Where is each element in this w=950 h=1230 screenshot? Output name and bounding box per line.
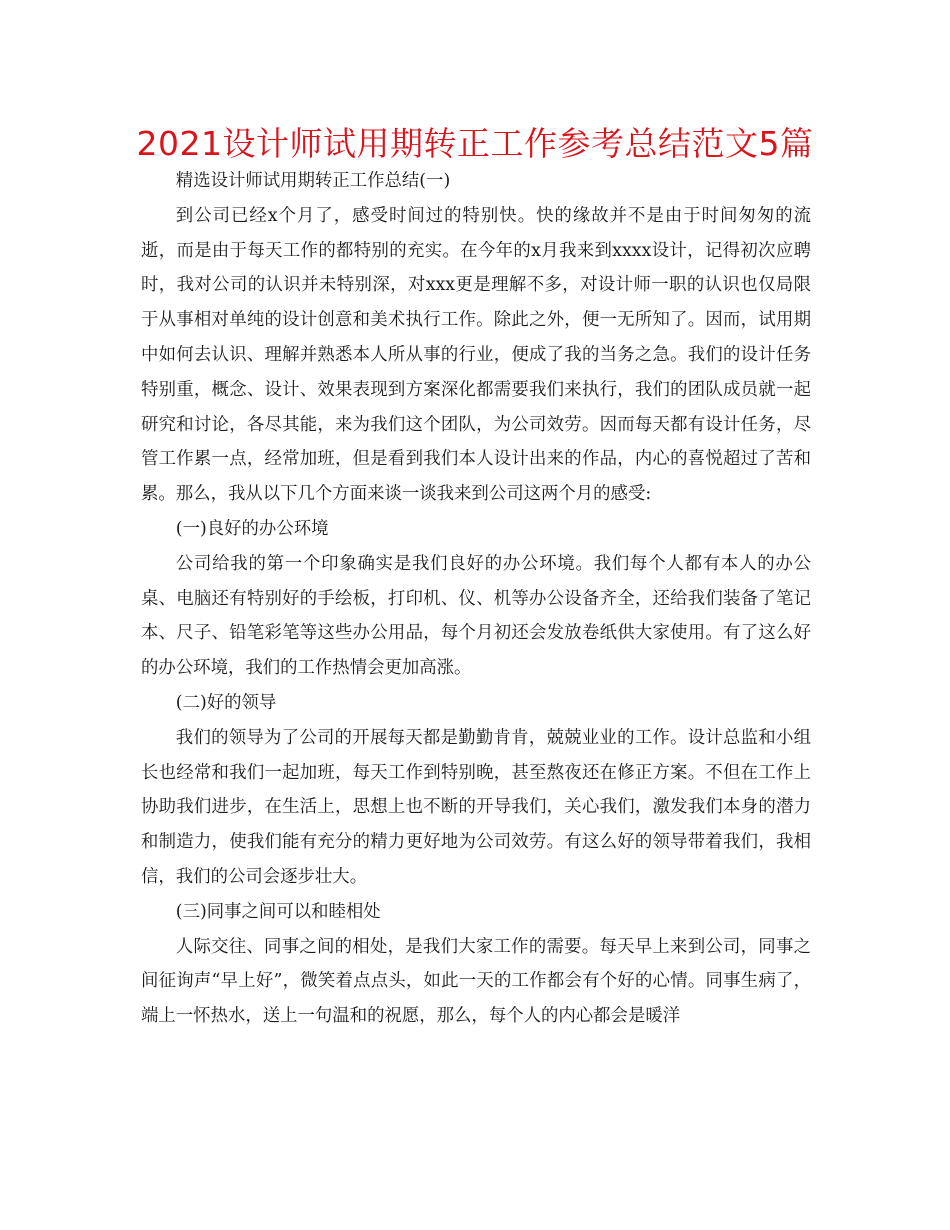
- body-paragraph: 人际交往、同事之间的相处，是我们大家工作的需要。每天早上来到公司，同事之间征询声“早上好”，微笑着点点头，如此一天的工作都会有个好的心情。同事生病了，端上一怀热水，送上一句温和的祝愿，那么，每个人的内心都会是暖洋: [141, 936, 811, 1027]
- subsection-heading: (二)好的领导: [175, 692, 277, 713]
- body-paragraph: 公司给我的第一个印象确实是我们良好的办公环境。我们每个人都有本人的办公桌、电脑还有特别好的手绘板，打印机、仪、机等办公设备齐全，还给我们装备了笔记本、尺子、铅笔彩笔等这些办公用品，每个月初还会发放卷纸供大家使用。有了这么好的办公环境，我们的工作热情会更加高涨。: [141, 553, 811, 679]
- document-body: [141, 164, 811, 1034]
- subsection-heading: (三)同事之间可以和睦相处: [175, 901, 381, 922]
- body-paragraph: 到公司已经x个月了，感受时间过的特别快。快的缘故并不是由于时间匆匆的流逝，而是由于每天工作的都特别的充实。在今年的x月我来到xxxx设计，记得初次应聘时，我对公司的认识并未特别深，对xxx更是理解不多，对设计师一职的认识也仅局限于从事相对单纯的设计创意和美术执行工作。除此之外，便一无所知了。因而，试用期中如何去认识、理解并熟悉本人所从事的行业，便成了我的当务之急。我们的设计任务特别重，概念、设计、效果表现到方案深化都需要我们来执行，我们的团队成员就一起研究和讨论，各尽其能，来为我们这个团队，为公司效劳。因而每天都有设计任务，尽管工作累一点，经常加班，但是看到我们本人设计出来的作品，内心的喜悦超过了苦和累。那么，我从以下几个方面来谈一谈我来到公司这两个月的感受:: [141, 205, 811, 505]
- document-title: 2021设计师试用期转正工作参考总结范文5篇: [136, 124, 814, 163]
- section-heading: 精选设计师试用期转正工作总结(一): [175, 171, 451, 191]
- body-paragraph: 我们的领导为了公司的开展每天都是勤勤肯肯，兢兢业业的工作。设计总监和小组长也经常和我们一起加班，每天工作到特别晚，甚至熬夜还在修正方案。不但在工作上协助我们进步，在生活上，思想上也不断的开导我们，关心我们，激发我们本身的潜力和制造力，使我们能有充分的精力更好地为公司效劳。有这么好的领导带着我们，我相信，我们的公司会逐步壮大。: [141, 727, 811, 887]
- subsection-heading: (一)良好的办公环境: [175, 518, 329, 539]
